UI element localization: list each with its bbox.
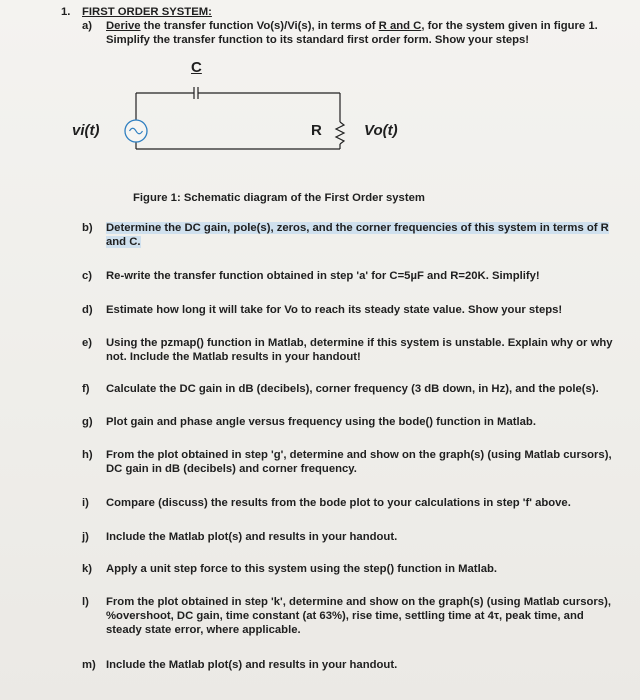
item-letter: f) [82,383,90,395]
item-d-line: Estimate how long it will take for Vo to reach its steady state value. Show your steps! [106,304,563,316]
item-h-line: DC gain in dB (decibels) and corner frequency. [106,463,357,475]
item-e-line: not. Include the Matlab results in your handout! [106,351,361,363]
item-letter: i) [82,497,89,509]
input-voltage-label: vi(t) [72,122,100,139]
item-j-line: Include the Matlab plot(s) and results in your handout. [106,531,398,543]
resistor-zigzag [336,122,344,144]
item-g-line: Plot gain and phase angle versus frequency using the bode() function in Matlab. [106,416,536,428]
item-m-line: Include the Matlab plot(s) and results in your handout. [106,659,398,671]
item-letter: g) [82,416,93,428]
item-k-line: Apply a unit step force to this system using the step() function in Matlab. [106,563,498,575]
figure-caption: Figure 1: Schematic diagram of the First Order system [133,192,425,204]
item-letter: k) [82,563,93,575]
item-letter: m) [82,659,96,671]
item-l-line: From the plot obtained in step 'k', determine and show on the graph(s) (using Matlab cursors), [106,596,611,608]
section-number: 1. [61,6,71,18]
section-title: FIRST ORDER SYSTEM: [82,6,212,18]
resistor-label: R [311,122,322,139]
output-voltage-label: Vo(t) [364,122,398,139]
item-letter: c) [82,270,93,282]
item-b-line: Determine the DC gain, pole(s), zeros, and the corner frequencies of this system in terms of R [106,222,609,234]
item-l-line: %overshoot, DC gain, time constant (at 63%), rise time, settling time at 4τ, peak time, and [106,610,584,622]
item-b-line: and C. [106,236,141,248]
item-letter: e) [82,337,93,349]
capacitor-label: C [191,59,202,76]
item-letter: d) [82,304,93,316]
item-letter: j) [82,531,89,543]
rc-schematic [0,0,640,200]
part-a-rc: R and C [378,20,422,32]
item-letter: h) [82,449,93,461]
item-i-line: Compare (discuss) the results from the bode plot to your calculations in step 'f' above. [106,497,571,509]
item-h-line: From the plot obtained in step 'g', determine and show on the graph(s) (using Matlab cursors), [106,449,612,461]
part-a-end: , for the system given in figure 1. [421,20,598,32]
item-e-line: Using the pzmap() function in Matlab, determine if this system is unstable. Explain why or why [106,337,613,349]
part-a-letter: a) [82,20,93,32]
item-f-line: Calculate the DC gain in dB (decibels), corner frequency (3 dB down, in Hz), and the pole(s). [106,383,599,395]
item-l-line: steady state error, where applicable. [106,624,301,636]
part-a-verb: Derive [106,20,141,32]
part-a-mid: the transfer function Vo(s)/Vi(s), in terms of [140,20,379,32]
part-a-line2: Simplify the transfer function to its standard first order form. Show your steps! [106,34,530,46]
item-c-line: Re-write the transfer function obtained in step 'a' for C=5µF and R=20K. Simplify! [106,270,540,282]
item-letter: b) [82,222,93,234]
item-letter: l) [82,596,89,608]
